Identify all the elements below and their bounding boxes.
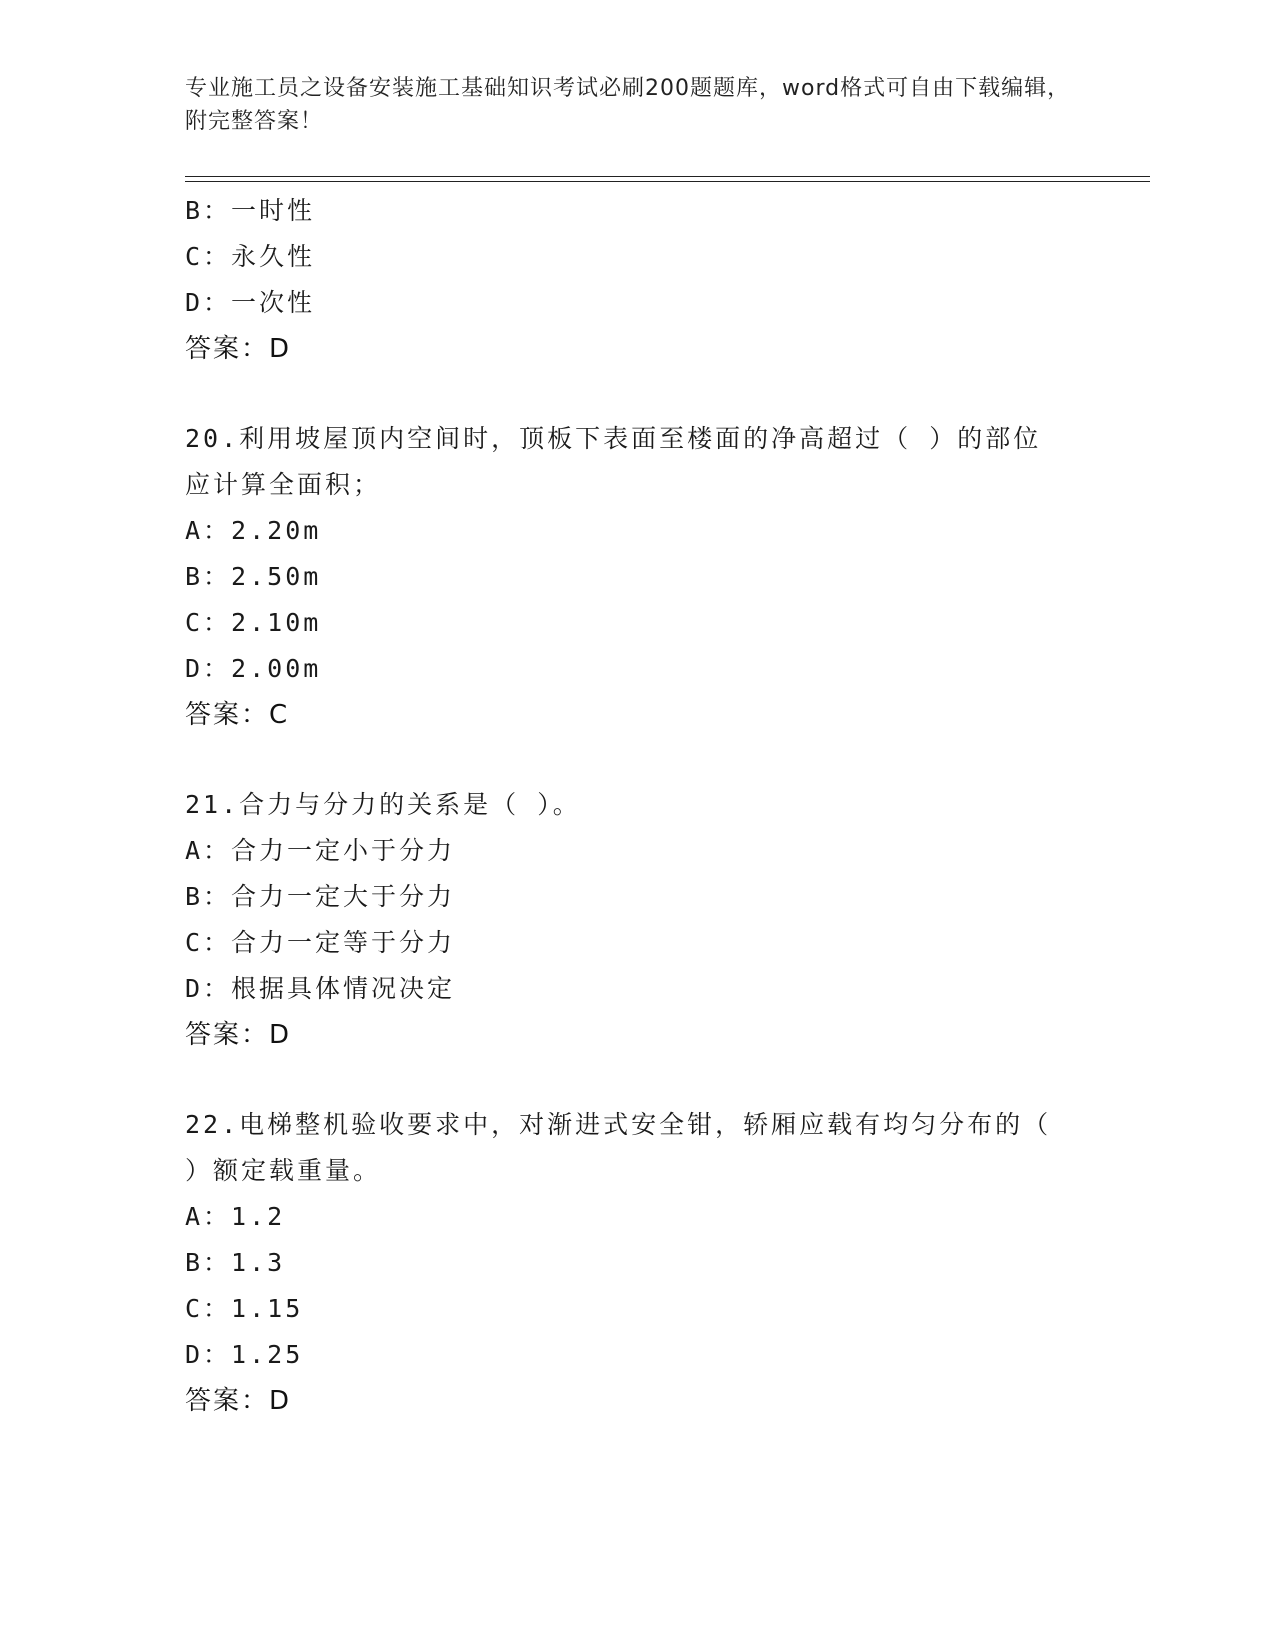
spacer bbox=[185, 1058, 1085, 1102]
question-block-prev bbox=[185, 188, 1085, 372]
document-header: 专业施工员之设备安装施工基础知识考试必刷200题题库，word格式可自由下载编辑，附完整答案！ bbox=[185, 76, 1071, 134]
question-block-20 bbox=[185, 416, 1085, 738]
question-stem: 20.利用坡屋顶内空间时，顶板下表面至楼面的净高超过（ ）的部位应计算全面积； bbox=[185, 424, 1042, 499]
option-b: B：合力一定大于分力 bbox=[185, 882, 456, 911]
option-a: A：2.20m bbox=[185, 516, 322, 545]
answer-line: 答案：C bbox=[185, 700, 290, 730]
header-divider-top bbox=[185, 176, 1150, 177]
option-b: B：2.50m bbox=[185, 562, 322, 591]
question-list bbox=[185, 188, 1085, 1424]
option-c: C：永久性 bbox=[185, 242, 316, 271]
option-d: D：1.25 bbox=[185, 1340, 304, 1369]
option-d: D：2.00m bbox=[185, 654, 322, 683]
answer-line: 答案：D bbox=[185, 1386, 292, 1416]
option-d: D：根据具体情况决定 bbox=[185, 974, 456, 1003]
option-b: B：一时性 bbox=[185, 196, 316, 225]
option-a: A：1.2 bbox=[185, 1202, 286, 1231]
question-stem: 21.合力与分力的关系是（ ）。 bbox=[185, 790, 581, 819]
header-divider-bottom bbox=[185, 181, 1150, 182]
option-c: C：1.15 bbox=[185, 1294, 304, 1323]
spacer bbox=[185, 738, 1085, 782]
spacer bbox=[185, 372, 1085, 416]
question-block-22 bbox=[185, 1102, 1085, 1424]
question-block-21 bbox=[185, 782, 1085, 1058]
option-a: A：合力一定小于分力 bbox=[185, 836, 456, 865]
answer-line: 答案：D bbox=[185, 1020, 292, 1050]
option-c: C：合力一定等于分力 bbox=[185, 928, 456, 957]
option-d: D：一次性 bbox=[185, 288, 316, 317]
option-b: B：1.3 bbox=[185, 1248, 286, 1277]
question-stem: 22.电梯整机验收要求中，对渐进式安全钳，轿厢应载有均匀分布的（ ）额定载重量。 bbox=[185, 1110, 1052, 1185]
answer-line: 答案：D bbox=[185, 334, 292, 364]
option-c: C：2.10m bbox=[185, 608, 322, 637]
